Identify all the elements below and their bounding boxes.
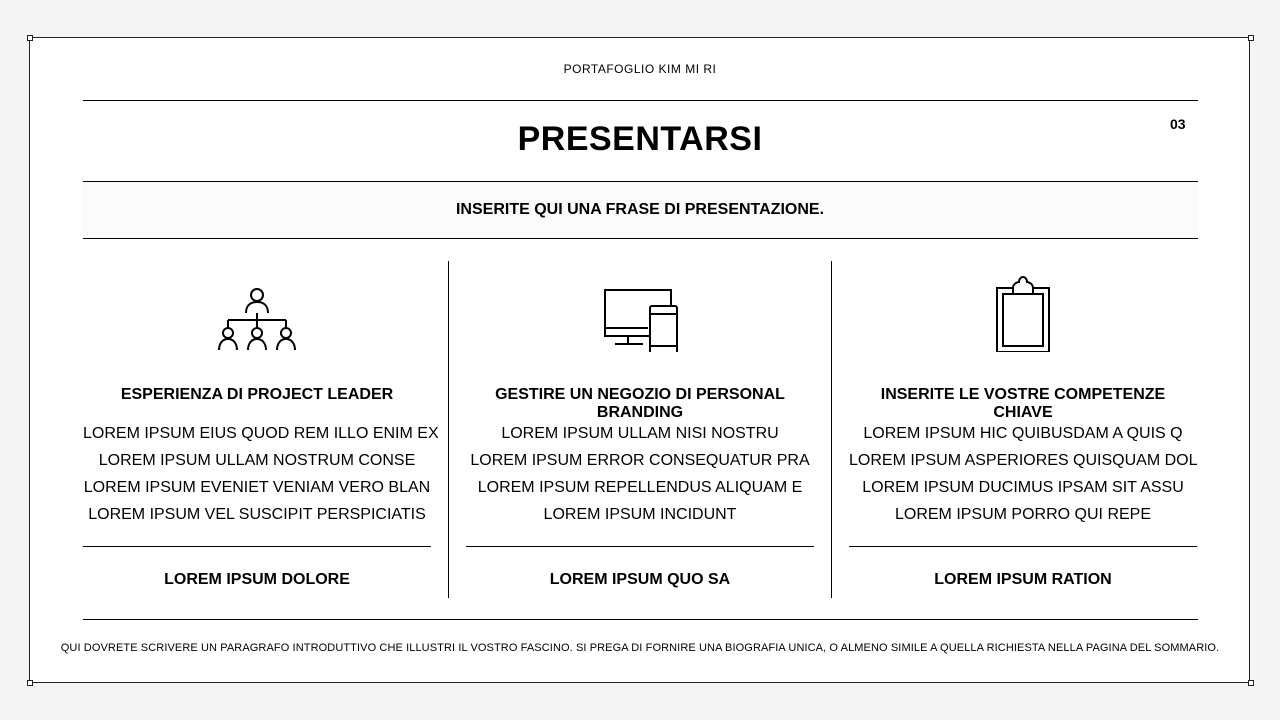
intro-sentence: INSERITE QUI UNA FRASE DI PRESENTAZIONE. bbox=[455, 201, 825, 218]
skill-column-2 bbox=[466, 270, 814, 600]
divider-top bbox=[83, 100, 1198, 101]
skill-column-3 bbox=[849, 270, 1197, 600]
column-title: ESPERIENZA DI PROJECT LEADER bbox=[120, 386, 394, 403]
devices-icon bbox=[466, 276, 814, 352]
clipboard-icon bbox=[849, 276, 1197, 352]
frame-handle-bottom-left[interactable] bbox=[27, 680, 33, 686]
column-text-line: LOREM IPSUM REPELLENDUS ALIQUAM E bbox=[477, 479, 803, 496]
frame-handle-bottom-right[interactable] bbox=[1248, 680, 1254, 686]
column-text-line: LOREM IPSUM ASPERIORES QUISQUAM DOL bbox=[849, 452, 1198, 469]
frame-handle-top-right[interactable] bbox=[1248, 35, 1254, 41]
column-text-line: LOREM IPSUM ULLAM NOSTRUM CONSE bbox=[98, 452, 416, 469]
column-text bbox=[466, 420, 814, 528]
footer-paragraph: QUI DOVRETE SCRIVERE UN PARAGRAFO INTRODUTTIVO CHE ILLUSTRI IL VOSTRO FASCINO. SI PREGA DI FORNIRE UNA BIOGRAFIA UNICA, O ALMENO SIMILE A QUELLA RICHIESTA NELLA PAGINA DEL SOMMARIO. bbox=[60, 642, 1220, 654]
column-text-line: LOREM IPSUM HIC QUIBUSDAM A QUIS Q bbox=[863, 425, 1183, 442]
column-text-line: LOREM IPSUM ERROR CONSEQUATUR PRA bbox=[470, 452, 810, 469]
column-title: INSERITE LE VOSTRE COMPETENZE CHIAVE bbox=[880, 386, 1166, 421]
portfolio-label: PORTAFOGLIO KIM MI RI bbox=[563, 62, 717, 76]
column-text-line: LOREM IPSUM ULLAM NISI NOSTRU bbox=[501, 425, 779, 442]
column-divider-1 bbox=[448, 261, 449, 598]
page-number: 03 bbox=[1170, 116, 1186, 132]
column-rule bbox=[849, 546, 1197, 547]
column-footer: LOREM IPSUM RATION bbox=[934, 571, 1112, 588]
frame-handle-top-left[interactable] bbox=[27, 35, 33, 41]
column-text bbox=[83, 420, 439, 528]
column-title: GESTIRE UN NEGOZIO DI PERSONAL BRANDING bbox=[495, 386, 785, 421]
column-text-line: LOREM IPSUM EIUS QUOD REM ILLO ENIM EX bbox=[83, 425, 439, 442]
divider-bottom bbox=[83, 619, 1198, 620]
skill-column-1 bbox=[83, 270, 439, 600]
column-rule bbox=[83, 546, 431, 547]
column-text bbox=[849, 420, 1197, 528]
column-divider-2 bbox=[831, 261, 832, 598]
column-text-line: LOREM IPSUM EVENIET VENIAM VERO BLAN bbox=[83, 479, 431, 496]
org-chart-icon bbox=[83, 276, 431, 352]
column-text-line: LOREM IPSUM VEL SUSCIPIT PERSPICIATIS bbox=[88, 506, 426, 523]
page-title: PRESENTARSI bbox=[517, 120, 763, 158]
column-footer: LOREM IPSUM QUO SA bbox=[549, 571, 731, 588]
column-text-line: LOREM IPSUM INCIDUNT bbox=[543, 506, 737, 523]
column-text-line: LOREM IPSUM PORRO QUI REPE bbox=[894, 506, 1152, 523]
column-rule bbox=[466, 546, 814, 547]
column-text-line: LOREM IPSUM DUCIMUS IPSAM SIT ASSU bbox=[862, 479, 1184, 496]
column-footer: LOREM IPSUM DOLORE bbox=[164, 571, 350, 588]
divider-under-subtitle bbox=[83, 238, 1198, 239]
